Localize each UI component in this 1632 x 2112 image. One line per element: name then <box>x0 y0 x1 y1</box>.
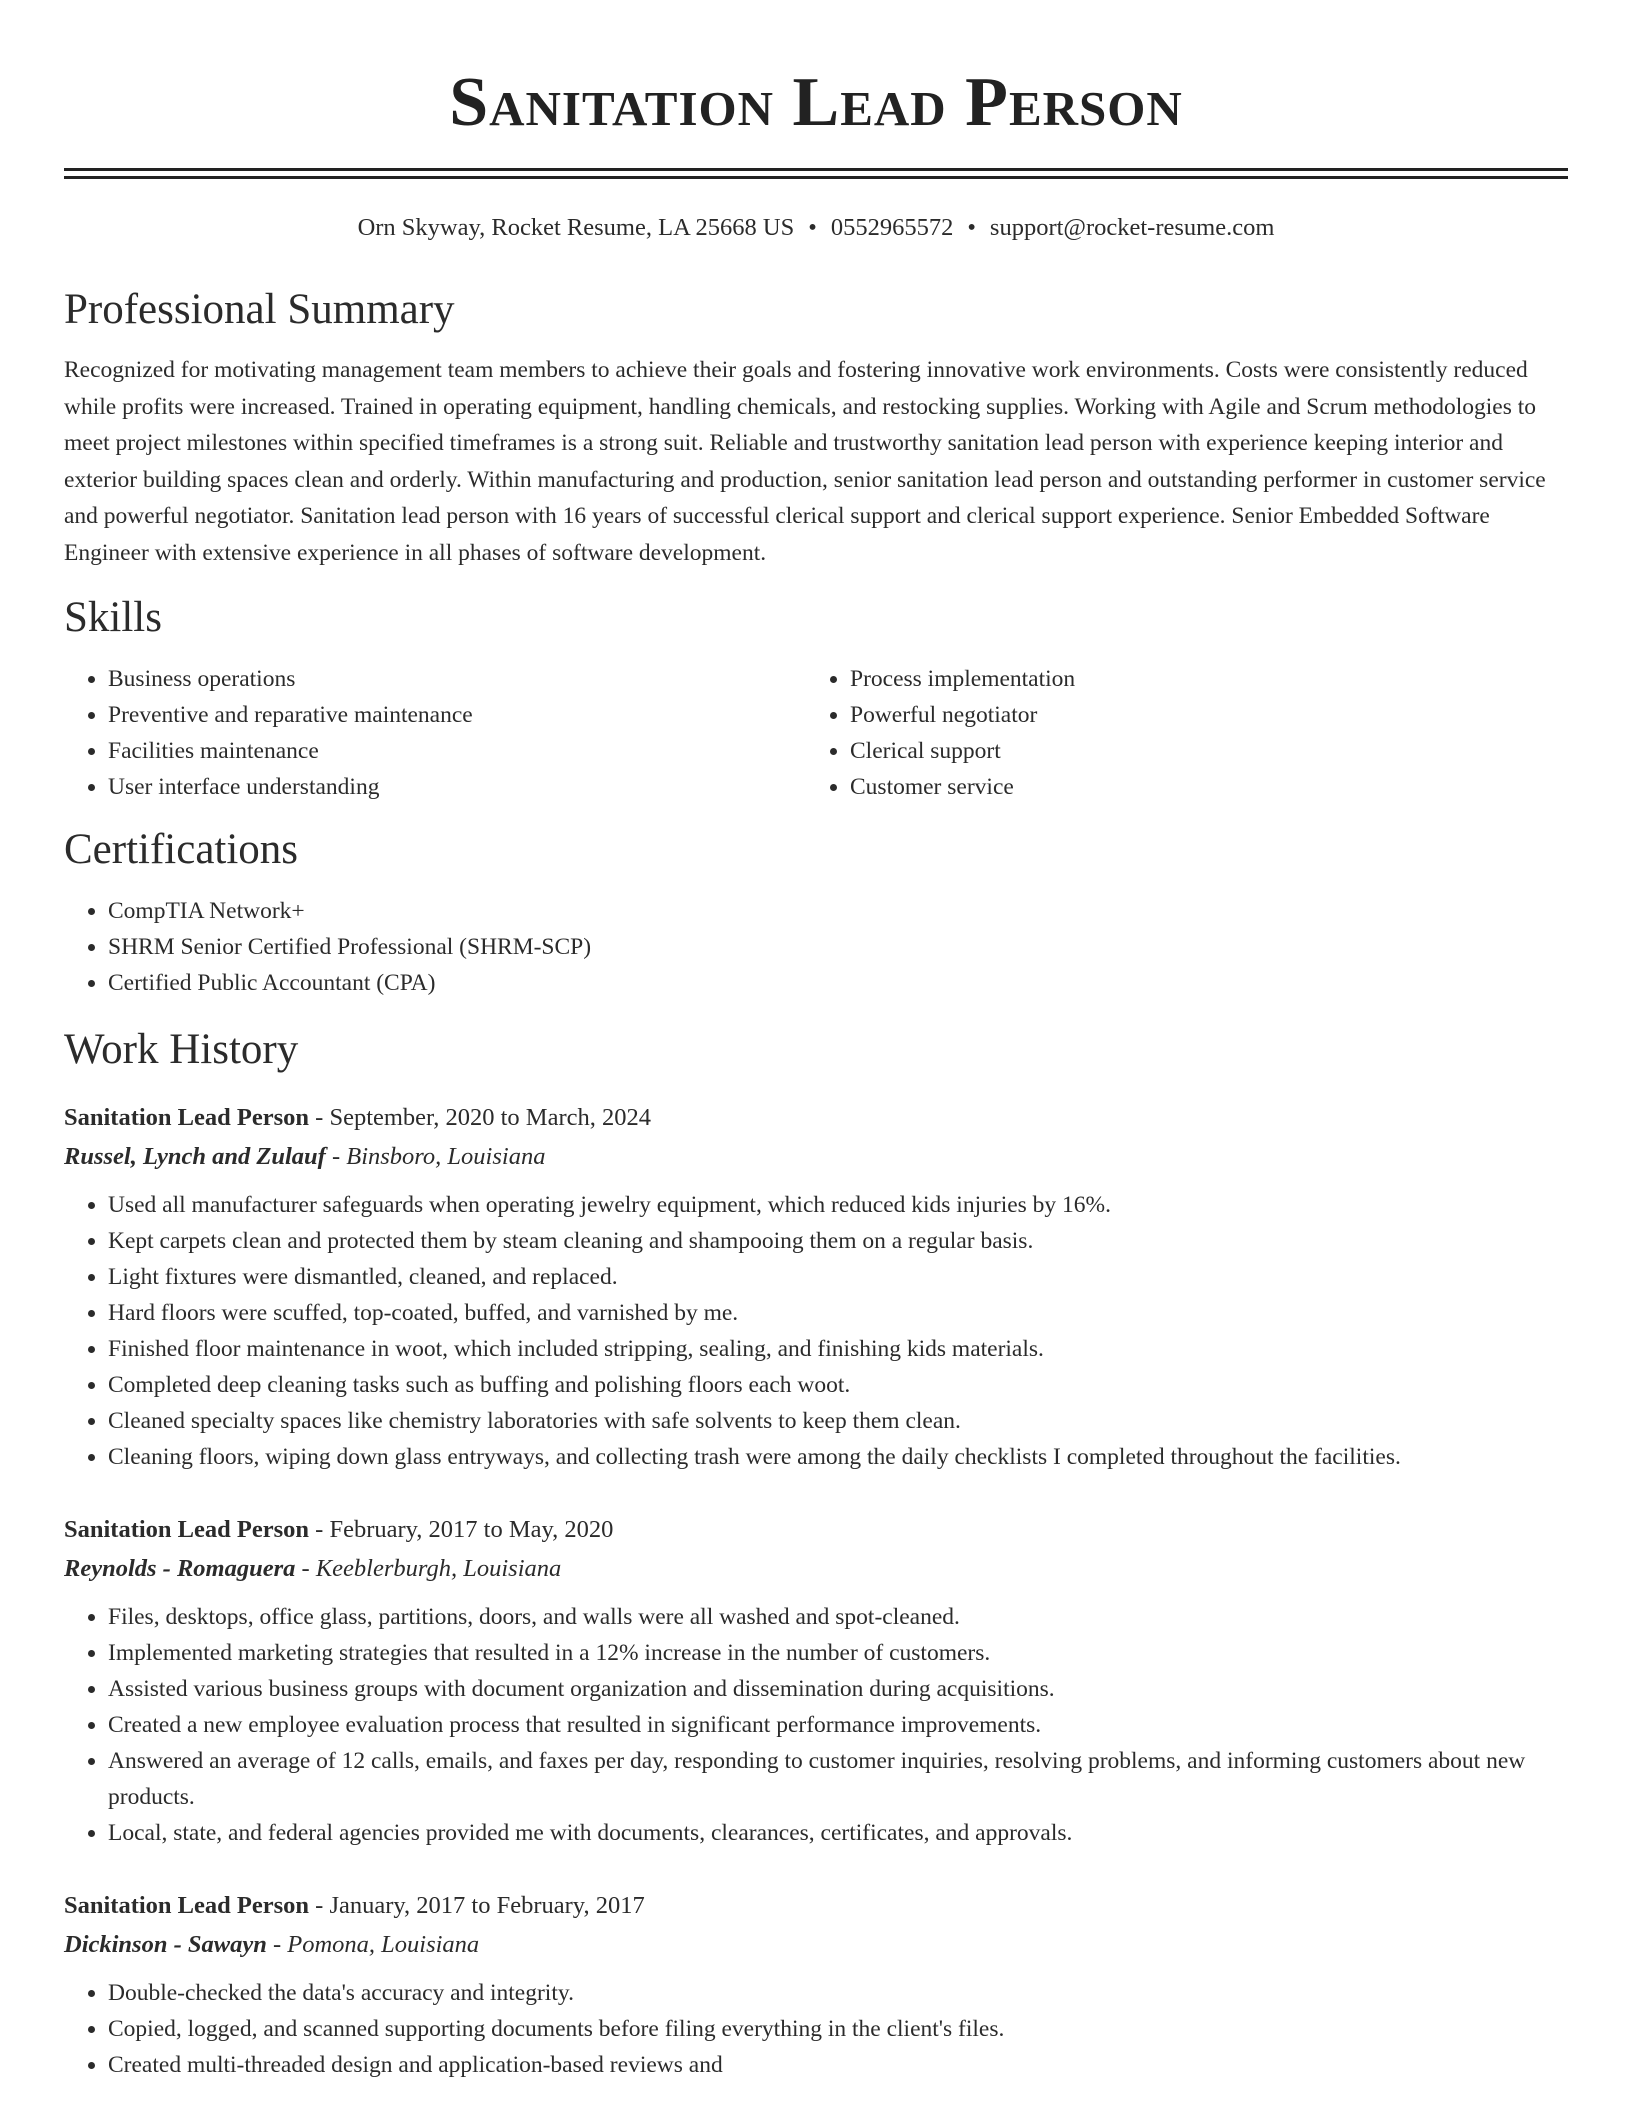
certification-item: • CompTIA Network+ <box>108 893 1568 929</box>
skill-item: • Preventive and reparative maintenance <box>108 697 806 733</box>
certifications-heading: Certifications <box>64 826 299 873</box>
job-dates: - September, 2020 to March, 2024 <box>309 1104 651 1131</box>
job-bullets <box>64 1187 1568 1475</box>
contact-address: Orn Skyway, Rocket Resume, LA 25668 US <box>357 214 795 241</box>
job-bullets <box>64 1599 1568 1851</box>
job-location: - Keeblerburgh, Louisiana <box>295 1555 562 1582</box>
job-location: - Binsboro, Louisiana <box>325 1143 546 1170</box>
job-bullet: • Finished floor maintenance in woot, which included stripping, sealing, and finishing kids materials. <box>108 1331 1568 1367</box>
contact-separator: • <box>967 214 976 241</box>
job-bullet: • Implemented marketing strategies that resulted in a 12% increase in the number of customers. <box>108 1635 1568 1671</box>
job-entry <box>64 1887 1568 2083</box>
contact-phone: 0552965572 <box>830 214 954 241</box>
summary-heading: Professional Summary <box>64 286 455 333</box>
job-bullet: • Used all manufacturer safeguards when operating jewelry equipment, which reduced kids injuries by 16%. <box>108 1187 1568 1223</box>
job-bullet: • Copied, logged, and scanned supporting documents before filing everything in the client's files. <box>108 2011 1568 2047</box>
skill-item: • User interface understanding <box>108 769 806 805</box>
job-bullet: • Cleaning floors, wiping down glass entryways, and collecting trash were among the daily checklists I completed throughout the facilities. <box>108 1439 1568 1475</box>
job-bullet: • Hard floors were scuffed, top-coated, buffed, and varnished by me. <box>108 1295 1568 1331</box>
certification-item: • Certified Public Accountant (CPA) <box>108 965 1568 1001</box>
job-company: Russel, Lynch and Zulauf <box>64 1143 326 1170</box>
job-title: Sanitation Lead Person <box>64 1104 310 1131</box>
skill-item: • Customer service <box>850 769 1548 805</box>
summary-text: Recognized for motivating management team members to achieve their goals and fostering innovative work environments. Costs were consistently reduced while profits were increased. Trained in operating equipment, handling chemicals, and restocking supplies. Working with Agile and Scrum methodologies to meet project milestones within specified timeframes is a strong suit. Reliable and trustworthy sanitation lead person with experience keeping interior and exterior building spaces clean and orderly. Within manufacturing and production, senior sanitation lead person and outstanding performer in customer service and powerful negotiator. Sanitation lead person with 16 years of successful clerical support and clerical support experience. Senior Embedded Software Engineer with extensive experience in all phases of software development. <box>64 357 1546 566</box>
header-double-rule <box>64 168 1568 179</box>
skills-list <box>64 661 1568 805</box>
job-company-line <box>64 1549 1568 1589</box>
work-history-heading: Work History <box>64 1026 299 1073</box>
contact-line <box>64 213 1568 243</box>
skills-heading: Skills <box>64 594 162 641</box>
skill-item: • Business operations <box>108 661 806 697</box>
job-bullet: • Assisted various business groups with document organization and dissemination during acquisitions. <box>108 1671 1568 1707</box>
job-entry <box>64 1099 1568 1475</box>
job-company: Reynolds - Romaguera <box>64 1555 296 1582</box>
certifications-list <box>64 893 1568 1001</box>
job-title: Sanitation Lead Person <box>64 1892 310 1919</box>
job-dates: - February, 2017 to May, 2020 <box>309 1516 614 1543</box>
candidate-name: Sanitation Lead Person <box>449 64 1183 141</box>
job-bullet: • Created multi-threaded design and application-based reviews and <box>108 2047 1568 2083</box>
job-bullet: • Light fixtures were dismantled, cleaned, and replaced. <box>108 1259 1568 1295</box>
job-bullet: • Answered an average of 12 calls, emails, and faxes per day, responding to customer inquiries, resolving problems, and informing customers about new products. <box>108 1743 1568 1815</box>
resume-page <box>64 0 1568 2083</box>
job-bullets <box>64 1975 1568 2083</box>
job-dates: - January, 2017 to February, 2017 <box>309 1892 645 1919</box>
contact-separator: • <box>808 214 817 241</box>
job-entry <box>64 1511 1568 1851</box>
job-location: - Pomona, Louisiana <box>266 1931 480 1958</box>
job-company: Dickinson - Sawayn <box>64 1931 267 1958</box>
job-bullet: • Created a new employee evaluation process that resulted in significant performance improvements. <box>108 1707 1568 1743</box>
skills-column-right <box>806 661 1548 805</box>
job-bullet: • Files, desktops, office glass, partitions, doors, and walls were all washed and spot-cleaned. <box>108 1599 1568 1635</box>
job-company-line <box>64 1137 1568 1177</box>
job-title: Sanitation Lead Person <box>64 1516 310 1543</box>
skill-item: • Facilities maintenance <box>108 733 806 769</box>
job-bullet: • Completed deep cleaning tasks such as buffing and polishing floors each woot. <box>108 1367 1568 1403</box>
contact-email: support@rocket-resume.com <box>989 214 1275 241</box>
job-bullet: • Double-checked the data's accuracy and integrity. <box>108 1975 1568 2011</box>
certification-item: • SHRM Senior Certified Professional (SHRM-SCP) <box>108 929 1568 965</box>
job-title-line <box>64 1887 1568 1925</box>
job-bullet: • Cleaned specialty spaces like chemistry laboratories with safe solvents to keep them clean. <box>108 1403 1568 1439</box>
job-title-line <box>64 1099 1568 1137</box>
skills-column-left <box>64 661 806 805</box>
skill-item: • Process implementation <box>850 661 1548 697</box>
job-bullet: • Kept carpets clean and protected them by steam cleaning and shampooing them on a regular basis. <box>108 1223 1568 1259</box>
job-bullet: • Local, state, and federal agencies provided me with documents, clearances, certificates, and approvals. <box>108 1815 1568 1851</box>
skill-item: • Clerical support <box>850 733 1548 769</box>
job-company-line <box>64 1925 1568 1965</box>
job-title-line <box>64 1511 1568 1549</box>
skill-item: • Powerful negotiator <box>850 697 1548 733</box>
